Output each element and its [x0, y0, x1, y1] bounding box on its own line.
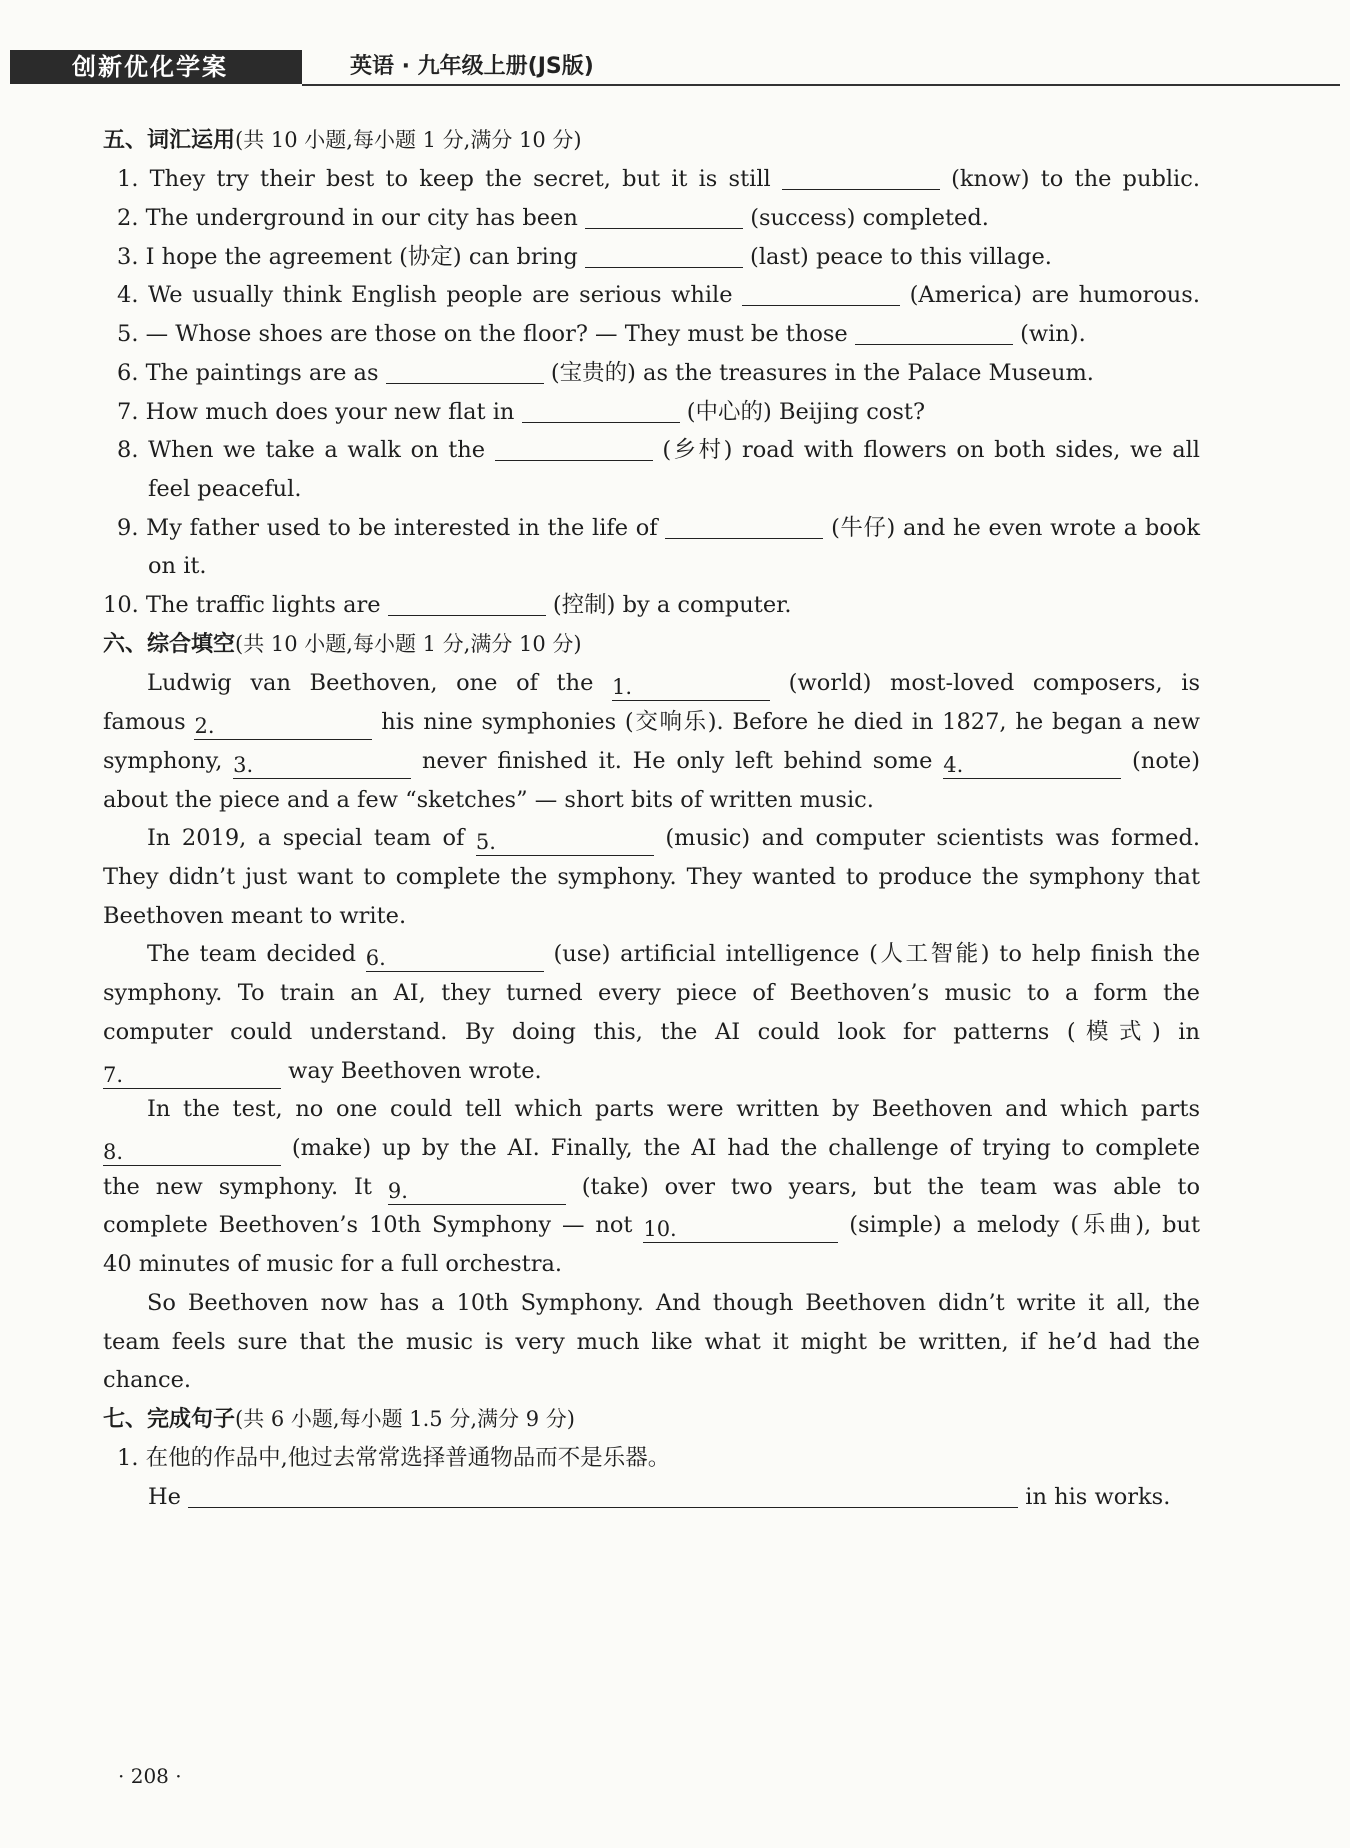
question-text: 9. My father used to be interested in the life of — [117, 515, 658, 541]
section-note: (共 6 小题,每小题 1.5 分,满分 9 分) — [235, 1407, 575, 1431]
question-text: (success) completed. — [750, 205, 989, 231]
passage-line — [103, 1167, 1200, 1207]
passage-line: about the piece and a few “sketches” — short bits of written music. — [103, 787, 874, 813]
passage-text: (make) up by the AI. Finally, the AI had the challenge of trying to complete — [291, 1135, 1201, 1161]
question-6 — [117, 353, 1214, 393]
passage-text: symphony, — [103, 748, 223, 774]
passage-text: way Beethoven wrote. — [288, 1058, 542, 1084]
blank-number: 4. — [943, 753, 964, 777]
question-text: 5. — Whose shoes are those on the floor? — They must be those — [117, 321, 848, 347]
passage-line: computer could understand. By doing this, the AI could look for patterns (模式) in — [103, 1019, 1200, 1045]
question-8 — [117, 430, 1200, 470]
series-title: 创新优化学案 — [10, 50, 302, 84]
answer-blank[interactable] — [855, 318, 1013, 345]
cloze-blank-9[interactable] — [388, 1178, 566, 1205]
question-1 — [117, 159, 1200, 199]
passage-text: (music) and computer scientists was formed. — [665, 825, 1201, 851]
answer-blank[interactable] — [522, 396, 680, 423]
answer-blank[interactable] — [782, 163, 940, 190]
passage-line — [103, 741, 1200, 781]
passage-text: (use) artificial intelligence (人工智能) to help finish the — [553, 941, 1201, 967]
question-2 — [117, 198, 1214, 238]
answer-blank[interactable] — [386, 357, 544, 384]
section-6-heading — [103, 624, 1200, 664]
cloze-blank-8[interactable] — [103, 1139, 281, 1166]
passage-line: 40 minutes of music for a full orchestra. — [103, 1251, 563, 1277]
question-10 — [103, 585, 1200, 625]
section-title: 七、完成句子 — [103, 1407, 236, 1432]
section-7-heading — [103, 1399, 1200, 1439]
answer-blank[interactable] — [665, 512, 823, 539]
blank-number: 9. — [387, 1179, 408, 1203]
sentence-end: in his works. — [1025, 1484, 1171, 1510]
passage-line: Beethoven meant to write. — [103, 903, 407, 929]
question-9-cont: on it. — [148, 553, 207, 579]
sentence-start: He — [148, 1484, 181, 1510]
cloze-blank-4[interactable] — [943, 752, 1121, 779]
passage-text: famous — [103, 709, 186, 735]
page-header — [10, 48, 1340, 88]
passage-text: complete Beethoven’s 10th Symphony — not — [103, 1212, 633, 1238]
header-rule — [302, 84, 1340, 86]
question-text: (宝贵的) as the treasures in the Palace Museum. — [550, 360, 1094, 386]
blank-number: 8. — [103, 1140, 124, 1164]
passage-text: The team decided — [147, 941, 357, 967]
translation-prompt: 1. 在他的作品中,他过去常常选择普通物品而不是乐器。 — [117, 1445, 671, 1471]
question-text: (中心的) Beijing cost? — [686, 399, 926, 425]
question-text: (last) peace to this village. — [750, 244, 1052, 270]
blank-number: 2. — [194, 714, 215, 738]
passage-line — [103, 702, 1200, 742]
blank-number: 7. — [103, 1063, 124, 1087]
passage-line: They didn’t just want to complete the symphony. They wanted to produce the symphony that — [103, 864, 1200, 890]
answer-blank[interactable] — [495, 434, 653, 461]
section-note: (共 10 小题,每小题 1 分,满分 10 分) — [235, 632, 582, 656]
blank-number: 10. — [643, 1217, 677, 1241]
cloze-blank-5[interactable] — [476, 829, 654, 856]
passage-line — [147, 663, 1200, 703]
cloze-blank-6[interactable] — [366, 945, 544, 972]
cloze-blank-10[interactable] — [643, 1216, 838, 1243]
answer-blank[interactable] — [188, 1481, 1018, 1508]
blank-number: 5. — [475, 830, 496, 854]
passage-line: So Beethoven now has a 10th Symphony. And though Beethoven didn’t write it all, the — [147, 1290, 1200, 1316]
book-title: 英语 · 九年级上册(JS版) — [350, 54, 594, 79]
section-note: (共 10 小题,每小题 1 分,满分 10 分) — [235, 128, 582, 152]
question-text: 2. The underground in our city has been — [117, 205, 578, 231]
question-3 — [117, 237, 1214, 277]
question-text: 3. I hope the agreement (协定) can bring — [117, 244, 578, 270]
passage-text: his nine symphonies (交响乐). Before he died in 1827, he began a new — [381, 709, 1201, 735]
question-text: (America) are humorous. — [909, 282, 1200, 308]
passage-line — [147, 934, 1200, 974]
blank-number: 6. — [365, 946, 386, 970]
passage-line: chance. — [103, 1367, 192, 1393]
passage-line: In the test, no one could tell which parts were written by Beethoven and which parts — [147, 1096, 1200, 1122]
cloze-blank-7[interactable] — [103, 1062, 281, 1089]
question-text: 1. They try their best to keep the secret, but it is still — [117, 166, 771, 192]
passage-text: the new symphony. It — [103, 1174, 372, 1200]
passage-text: (take) over two years, but the team was able to — [581, 1174, 1200, 1200]
question-text: 6. The paintings are as — [117, 360, 379, 386]
section-5-heading — [103, 120, 1200, 160]
question-7 — [117, 392, 1214, 432]
passage-line: symphony. To train an AI, they turned every piece of Beethoven’s music to a form the — [103, 980, 1200, 1006]
question-5 — [117, 314, 1214, 354]
answer-blank[interactable] — [388, 589, 546, 616]
question-text: (know) to the public. — [951, 166, 1201, 192]
answer-blank[interactable] — [742, 279, 900, 306]
question-9 — [117, 508, 1200, 548]
blank-number: 3. — [233, 753, 254, 777]
question-text: 7. How much does your new flat in — [117, 399, 515, 425]
section-title: 五、词汇运用 — [103, 128, 236, 153]
question-text: (控制) by a computer. — [552, 592, 792, 618]
question-text: 8. When we take a walk on the — [117, 437, 486, 463]
question-text: (牛仔) and he even wrote a book — [831, 515, 1200, 541]
cloze-blank-2[interactable] — [194, 713, 372, 740]
answer-blank[interactable] — [585, 241, 743, 268]
question-4 — [117, 275, 1200, 315]
cloze-blank-1[interactable] — [612, 674, 770, 701]
blank-number: 1. — [612, 675, 633, 699]
passage-text: (world) most-loved composers, is — [788, 670, 1200, 696]
page-number: · 208 · — [118, 1764, 182, 1788]
passage-line — [147, 818, 1200, 858]
cloze-blank-3[interactable] — [233, 752, 411, 779]
question-text: (乡村) road with flowers on both sides, we all — [662, 437, 1201, 463]
passage-text: never finished it. He only left behind some — [421, 748, 933, 774]
translation-answer-line — [148, 1477, 1245, 1517]
passage-text: (simple) a melody (乐曲), but — [849, 1212, 1201, 1238]
passage-line: team feels sure that the music is very much like what it might be written, if he’d had the — [103, 1329, 1200, 1355]
question-8-cont: feel peaceful. — [148, 476, 302, 502]
passage-text: (note) — [1132, 748, 1200, 774]
section-title: 六、综合填空 — [103, 632, 236, 657]
question-text: 4. We usually think English people are serious while — [117, 282, 733, 308]
passage-text: In 2019, a special team of — [147, 825, 465, 851]
passage-line — [103, 1205, 1200, 1245]
passage-line — [103, 1128, 1200, 1168]
question-text: 10. The traffic lights are — [103, 592, 381, 618]
passage-line — [103, 1051, 1200, 1091]
passage-text: Ludwig van Beethoven, one of the — [147, 670, 594, 696]
answer-blank[interactable] — [585, 202, 743, 229]
question-text: (win). — [1020, 321, 1086, 347]
